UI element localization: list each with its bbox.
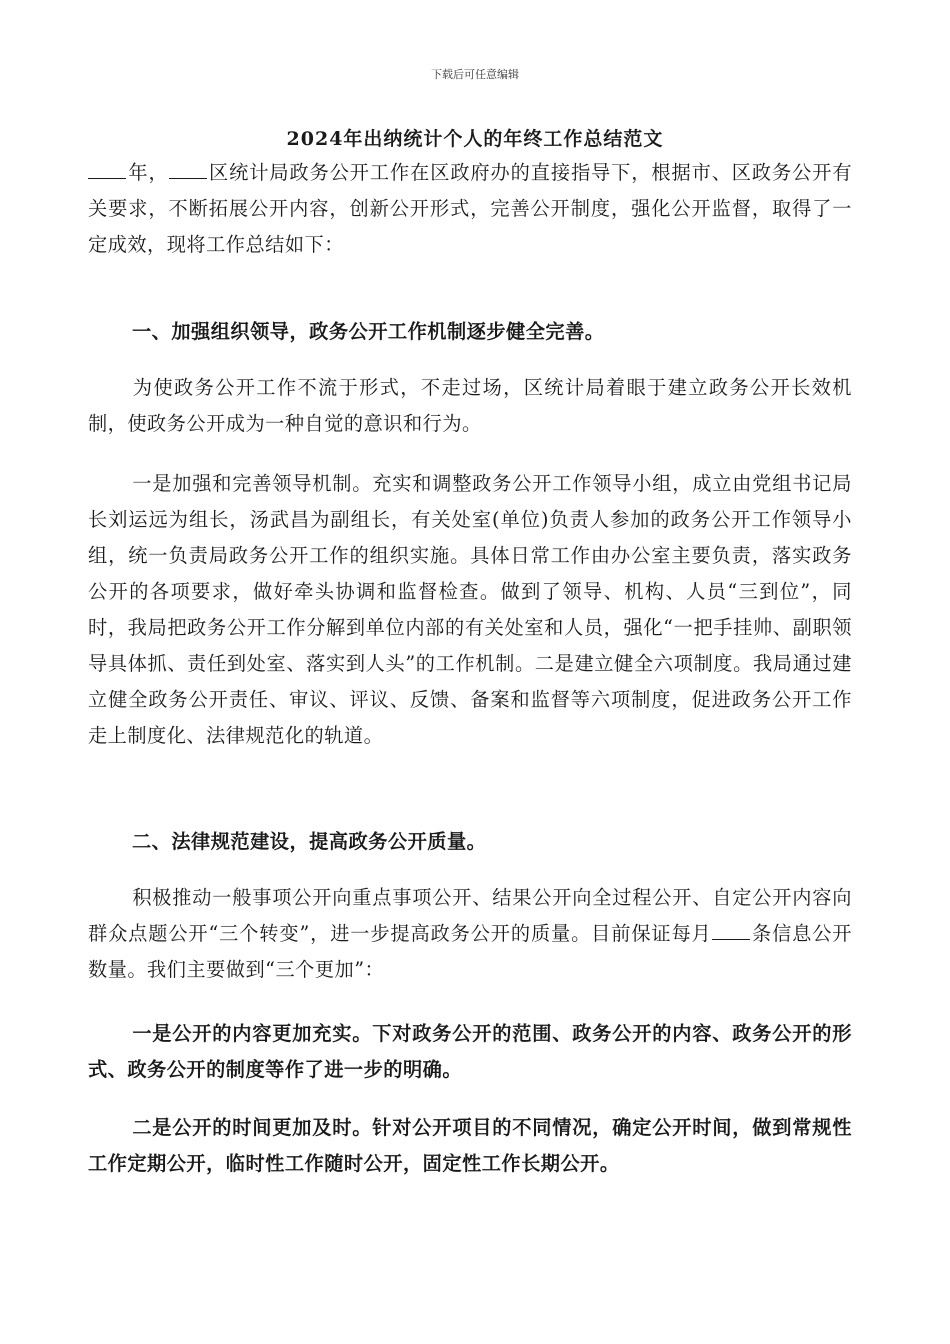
section-heading-2-text: 二、法律规范建设，提高政务公开质量。: [132, 830, 487, 853]
paragraph-1-text: 为使政务公开工作不流于形式，不走过场，区统计局着眼于建立政务公开长效机制，使政务公开成为一种自觉的意识和行为。: [88, 376, 852, 435]
paragraph-intro: [88, 155, 852, 263]
paragraph-5-text: 二是公开的时间更加及时。针对公开项目的不同情况，确定公开时间，做到常规性工作定期公开，临时性工作随时公开，固定性工作长期公开。: [88, 1116, 852, 1175]
blank-line: [169, 162, 207, 179]
intro-text-b: 区统计局政务公开工作在区政府办的直接指导下，根据市、区政务公开有关要求，不断拓展公开内容，创新公开形式，完善公开制度，强化公开监督，取得了一定成效，现将工作总结如下：: [88, 161, 853, 256]
paragraph-3-text-a: 积极推动一般事项公开向重点事项公开、结果公开向全过程公开、自定公开内容向群众点题公开“三个转变”，进一步提高政务公开的质量。目前保证每月: [88, 886, 852, 945]
intro-text-a: 年，: [128, 161, 169, 184]
paragraph-1: [88, 370, 852, 442]
paragraph-5: [88, 1110, 852, 1182]
paragraph-4-text: 一是公开的内容更加充实。下对政务公开的范围、政务公开的内容、政务公开的形式、政务公开的制度等作了进一步的明确。: [88, 1022, 852, 1081]
blank-line: [88, 162, 126, 179]
section-heading-2: [88, 824, 852, 860]
blank-line: [712, 923, 750, 940]
document-title: 2024年出纳统计个人的年终工作总结范文: [286, 128, 664, 150]
paragraph-4: [88, 1016, 852, 1088]
section-heading-1-text: 一、加强组织领导，政务公开工作机制逐步健全完善。: [132, 320, 605, 343]
paragraph-3-text-b: 条信息公开数量。我们主要做到“三个更加”：: [88, 922, 852, 981]
section-heading-1: [88, 314, 852, 350]
paragraph-3: [88, 880, 852, 988]
paragraph-2-text: 一是加强和完善领导机制。充实和调整政务公开工作领导小组，成立由党组书记局长刘运远为组长，汤武昌为副组长，有关处室(单位)负责人参加的政务公开工作领导小组，统一负责局政务公开工作的组织实施。具体日常工作由办公室主要负责，落实政务公开的各项要求，做好牵头协调和监督检查。做到了领导、机构、人员“三到位”，同时，我局把政务公开工作分解到单位内部的有关处室和人员，强化“一把手挂帅、副职领导具体抓、责任到处室、落实到人头”的工作机制。二是建立健全六项制度。我局通过建立健全政务公开责任、审议、评议、反馈、备案和监督等六项制度，促进政务公开工作走上制度化、法律规范化的轨道。: [88, 472, 852, 747]
page-header-note: 下载后可任意编辑: [431, 68, 519, 81]
paragraph-2: [88, 466, 852, 754]
